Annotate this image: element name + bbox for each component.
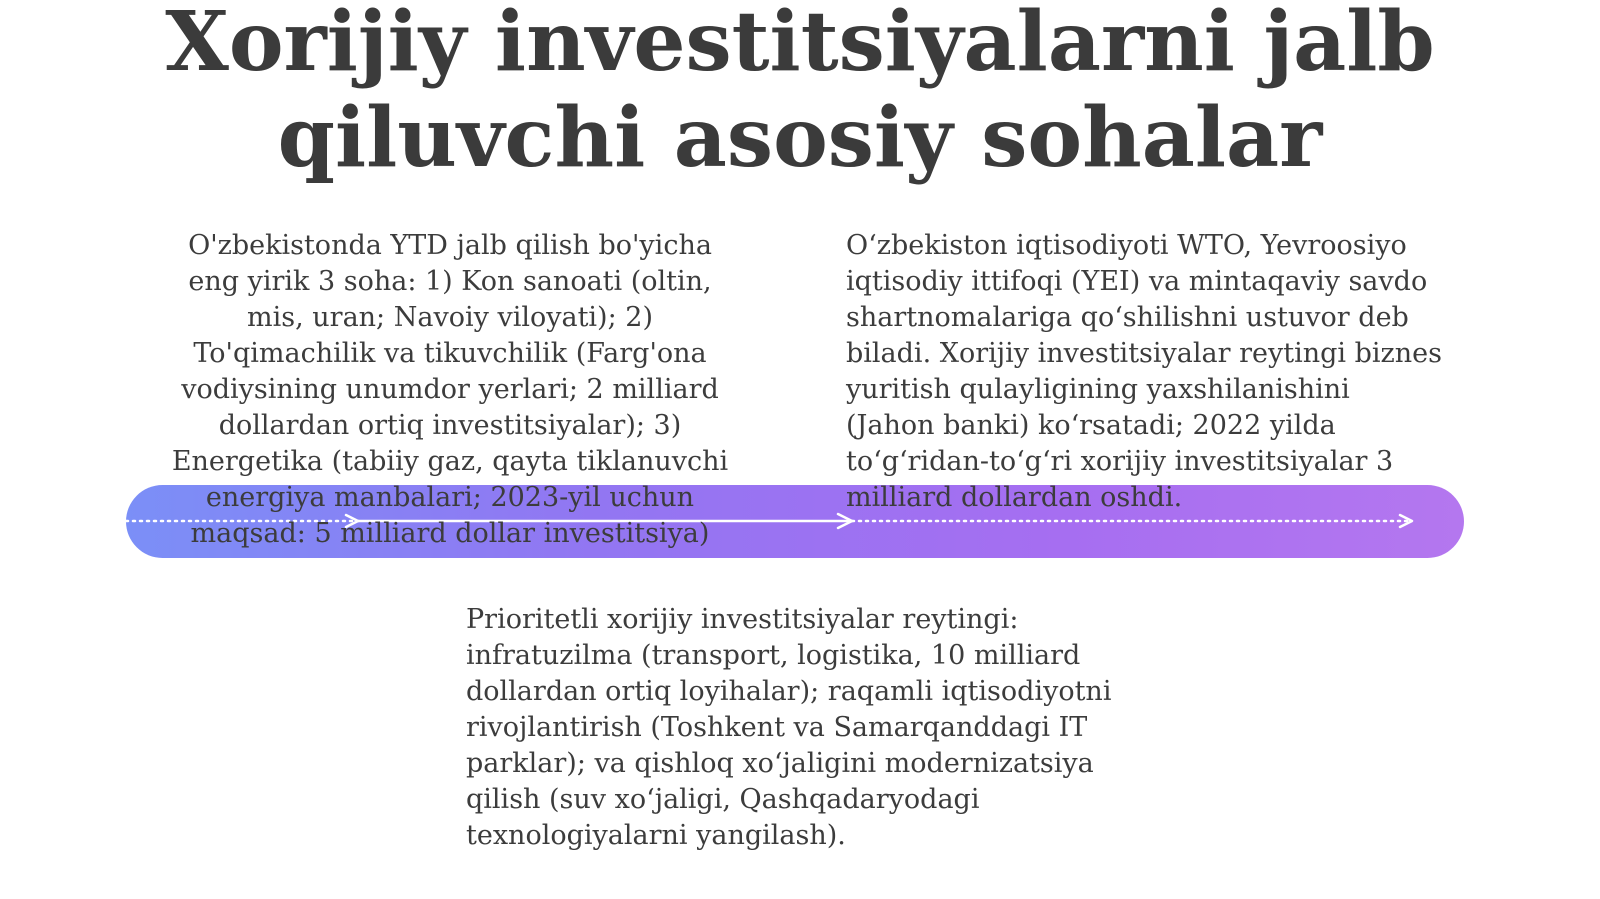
text-block-mining-textile-energy: O'zbekistonda YTD jalb qilish bo'yicha eng yirik 3 soha: 1) Kon sanoati (oltin, mis, uran; Navoiy viloyati); 2) To'qimachilik va tikuvchilik (Farg'ona vodiysining unumdor yerlari; 2 milliard dollardan ortiq investitsiyalar); 3) Energetika (tabiiy gaz, qayta tiklanuvchi energiya manbalari; 2023-yil uchun maqsad: 5 milliard dollar investitsiya)	[171, 230, 729, 549]
text-block-priority-rating: Prioritetli xorijiy investitsiyalar reytingi: infratuzilma (transport, logistika, 10 milliard dollardan ortiq loyihalar); raqamli iqtisodiyotni rivojlantirish (Toshkent va Samarqanddagi IT parklar); va qishloq xo‘jaligini modernizatsiya qilish (suv xo‘jaligi, Qashqadaryodagi texnologiyalarni yangilash).	[466, 604, 1112, 851]
text-block-trade-integration: O‘zbekiston iqtisodiyoti WTO, Yevroosiyo iqtisodiy ittifoqi (YEI) va mintaqaviy savdo shartnomalariga qo‘shilishni ustuvor deb biladi. Xorijiy investitsiyalar reytingi biznes yuritish qulayligining yaxshilanishini (Jahon banki) ko‘rsatadi; 2022 yilda to‘g‘ridan-to‘g‘ri xorijiy investitsiyalar 3 milliard dollardan oshdi.	[846, 230, 1442, 513]
slide-title: Xorijiy investitsiyalarni jalb qiluvchi asosiy sohalar	[165, 0, 1435, 186]
